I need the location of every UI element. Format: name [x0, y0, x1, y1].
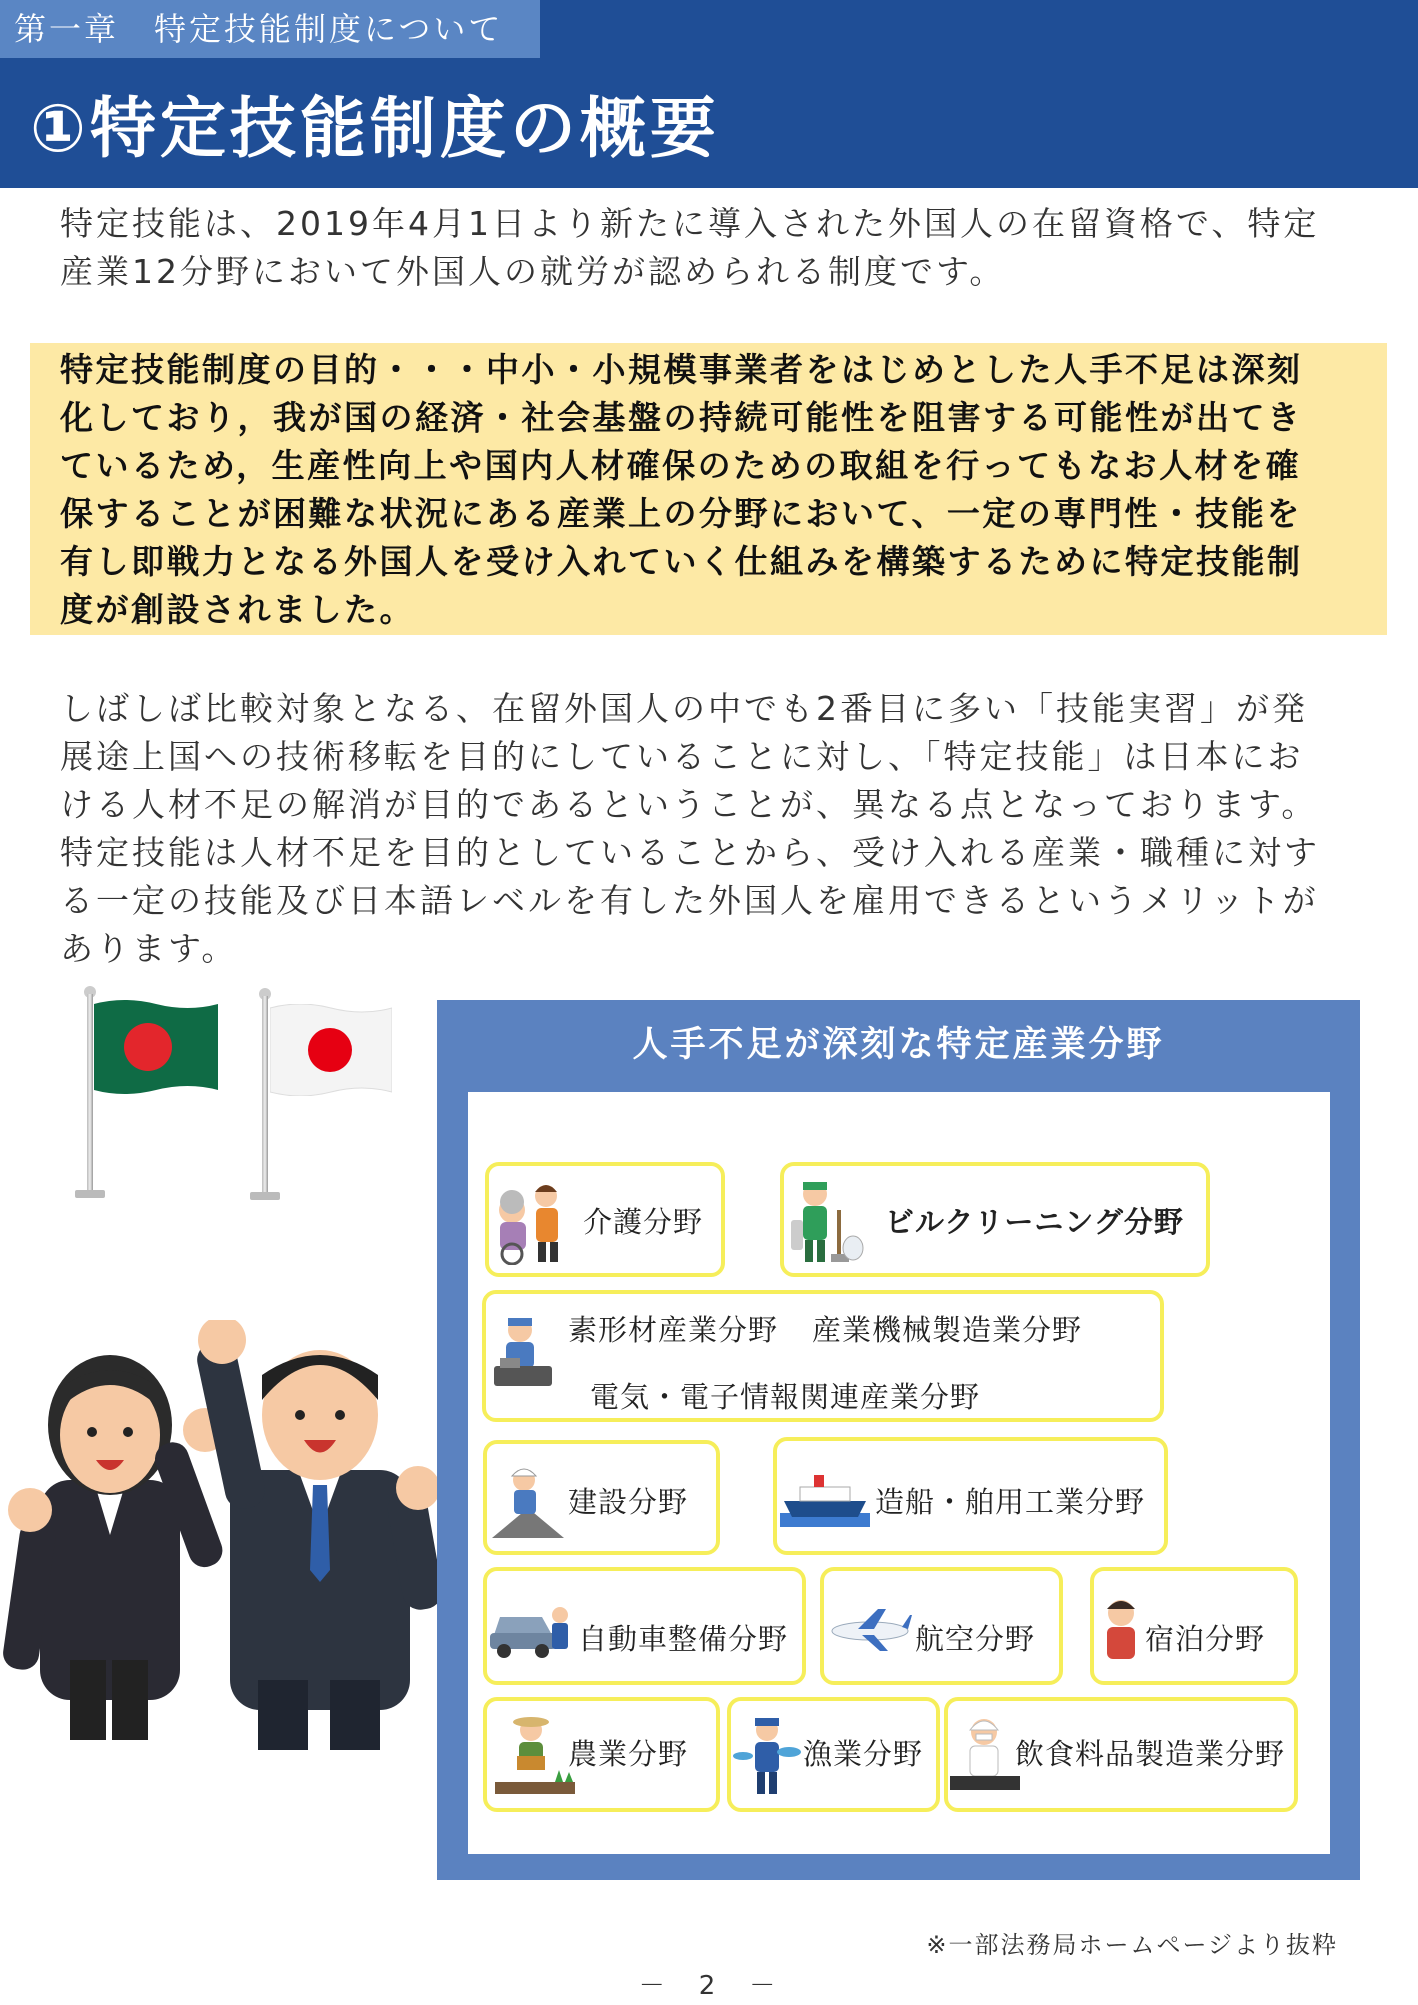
car-mechanic-icon [486, 1595, 571, 1660]
cleaning-worker-icon [785, 1170, 865, 1265]
field-agriculture-label: 農業分野 [568, 1737, 689, 1771]
comparison-line: る一定の技能及び日本語レベルを有した外国人を雇用できるというメリットが [60, 881, 1319, 920]
field-machinery-label: 産業機械製造業分野 [812, 1313, 1083, 1347]
purpose-line: 特定技能制度の目的・・・中小・小規模事業者をはじめとした人手不足は深刻 [60, 350, 1303, 389]
purpose-line: 度が創設されました。 [60, 590, 415, 629]
cheering-people-illustration [0, 1320, 440, 1760]
comparison-line: 展途上国への技術移転を目的にしていることに対し、「特定技能」は日本にお [60, 737, 1304, 776]
fisherman-icon [733, 1712, 803, 1797]
intro-paragraph [60, 200, 1350, 296]
page-title: ①特定技能制度の概要 [30, 90, 720, 167]
purpose-paragraph [60, 346, 1360, 634]
ship-icon [780, 1465, 870, 1530]
industry-fields-title: 人手不足が深刻な特定産業分野 [632, 1025, 1165, 1065]
construction-worker-icon [490, 1458, 565, 1543]
factory-worker-icon [490, 1312, 555, 1392]
airplane-icon [828, 1605, 913, 1655]
farmer-icon [495, 1710, 575, 1800]
field-food-manufacturing-label: 飲食料品製造業分野 [1015, 1737, 1286, 1771]
caregiver-icon [490, 1170, 570, 1265]
field-care-label: 介護分野 [583, 1205, 704, 1239]
purpose-line: 化しており，我が国の経済・社会基盤の持続可能性を阻害する可能性が出てき [60, 398, 1303, 437]
comparison-line: ける人材不足の解消が目的であるということが、異なる点となっております。 [60, 785, 1318, 824]
purpose-line: 保することが困難な状況にある産業上の分野において、一定の専門性・技能を [60, 494, 1302, 533]
field-electronics-label: 電気・電子情報関連産業分野 [590, 1380, 981, 1414]
purpose-line: 有し即戦力となる外国人を受け入れていく仕組みを構築するために特定技能制 [60, 542, 1303, 581]
field-lodging-label: 宿泊分野 [1145, 1622, 1266, 1656]
comparison-paragraph [60, 685, 1350, 973]
intro-line: 特定技能は、2019年4月1日より新たに導入された外国人の在留資格で、特定 [60, 204, 1320, 243]
source-note: ※一部法務局ホームページより抜粋 [926, 1931, 1338, 1959]
field-shipbuilding-label: 造船・舶用工業分野 [875, 1485, 1146, 1519]
field-fishery-label: 漁業分野 [803, 1737, 924, 1771]
comparison-line: しばしば比較対象となる、在留外国人の中でも2番目に多い「技能実習」が発 [60, 689, 1308, 728]
comparison-line: あります。 [60, 929, 238, 968]
field-construction-label: 建設分野 [568, 1485, 689, 1519]
food-factory-worker-icon [950, 1712, 1020, 1797]
page-number: － 2 － [638, 1971, 780, 2001]
hotel-staff-icon [1097, 1593, 1145, 1663]
intro-line: 産業12分野において外国人の就労が認められる制度です。 [60, 252, 1006, 291]
comparison-line: 特定技能は人材不足を目的としていることから、受け入れる産業・職種に対す [60, 833, 1320, 872]
field-aviation-label: 航空分野 [915, 1622, 1036, 1656]
chapter-label: 第一章 特定技能制度について [0, 0, 540, 58]
purpose-line: ているため，生産性向上や国内人材確保のための取組を行ってもなお人材を確 [60, 446, 1302, 485]
field-building-cleaning-label: ビルクリーニング分野 [885, 1205, 1184, 1239]
field-materials-label: 素形材産業分野 [568, 1313, 779, 1347]
field-auto-repair-label: 自動車整備分野 [578, 1622, 789, 1656]
